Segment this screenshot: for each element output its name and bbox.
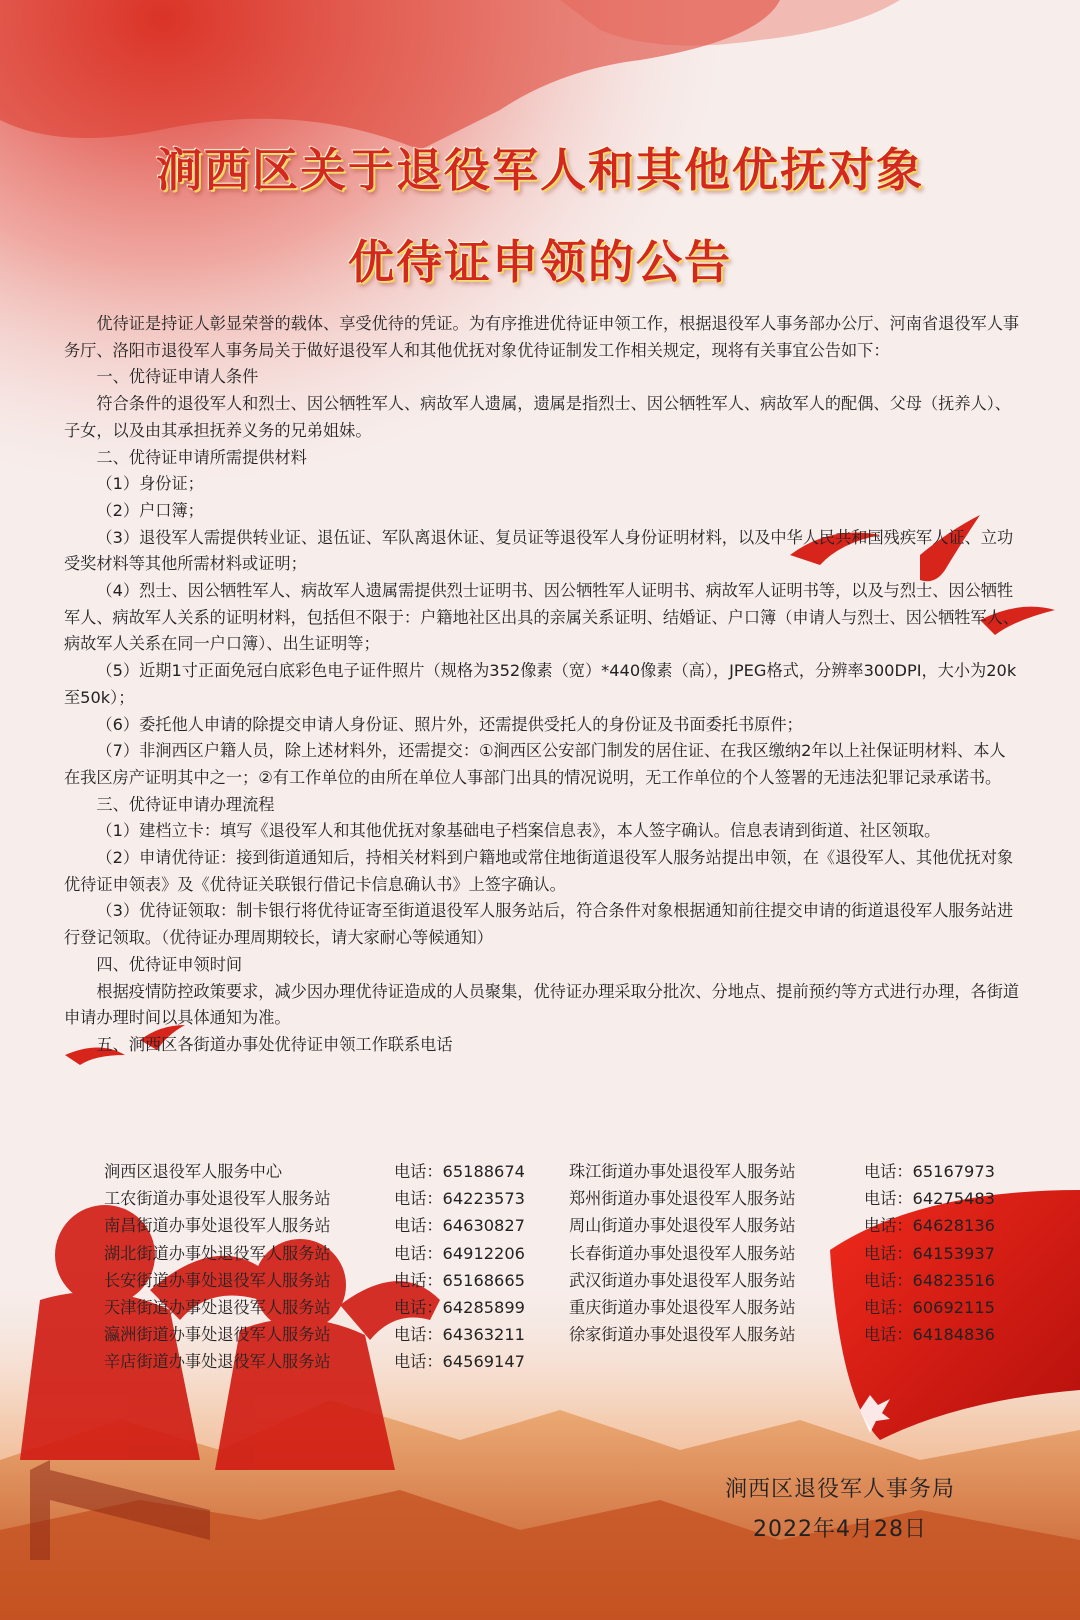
station-phone: 电话：65167973 <box>864 1162 995 1181</box>
list-item: （5）近期1寸正面免冠白底彩色电子证件照片（规格为352像素（宽）*440像素（高），JPEG格式，分辨率300DPI，大小为20k至50k）； <box>64 661 1017 707</box>
station-name: 郑州街道办事处退役军人服务站 <box>569 1189 796 1209</box>
station-name: 长春街道办事处退役军人服务站 <box>569 1243 796 1263</box>
station-phone: 电话：64223573 <box>394 1189 525 1209</box>
list-item: （3）退役军人需提供转业证、退伍证、军队离退休证、复员证等退役军人身份证明材料，以及中华人民共和国残疾军人证、立功受奖材料等其他所需材料或证明； <box>64 527 1014 574</box>
list-item: （2）户口簿； <box>96 500 204 520</box>
station-phone: 电话：65188674 <box>394 1162 525 1181</box>
list-item: （3）优待证领取：制卡银行将优待证寄至街道退役军人服务站后，符合条件对象根据通知前往提交申请的街道退役军人服务站进行登记领取。（优待证办理周期较长，请大家耐心等候通知） <box>64 901 1014 948</box>
station-name: 涧西区退役军人服务中心 <box>104 1162 283 1181</box>
station-phone: 电话：64363211 <box>394 1325 525 1345</box>
station-name: 工农街道办事处退役军人服务站 <box>104 1189 331 1209</box>
notice-body <box>64 311 1020 1059</box>
station-name: 珠江街道办事处退役军人服务站 <box>569 1162 796 1181</box>
issue-date: 2022年4月28日 <box>753 1517 927 1542</box>
station-phone: 电话：64569147 <box>394 1352 525 1372</box>
list-item: （1）建档立卡：填写《退役军人和其他优抚对象基础电子档案信息表》，本人签字确认。信息表请到街道、社区领取。 <box>96 821 941 841</box>
contact-row <box>104 1240 1020 1267</box>
issuer-name: 涧西区退役军人事务局 <box>724 1477 955 1502</box>
section4-text: 根据疫情防控政策要求，减少因办理优待证造成的人员聚集，优待证办理采取分批次、分地点、提前预约等方式进行办理，各街道申请办理时间以具体通知为准。 <box>64 981 1020 1028</box>
intro-paragraph: 优待证是持证人彰显荣誉的载体、享受优待的凭证。为有序推进优待证申领工作，根据退役军人事务部办公厅、河南省退役军人事务厅、洛阳市退役军人事务局关于做好退役军人和其他优抚对象优待证制发工作相关规定，现将有关事宜公告如下： <box>64 314 1020 360</box>
contact-row <box>104 1294 1020 1321</box>
notice-title-line2: 优待证申领的公告 <box>348 235 732 289</box>
station-name: 徐家街道办事处退役军人服务站 <box>569 1325 796 1345</box>
contact-row <box>104 1348 1020 1375</box>
list-item: （4）烈士、因公牺牲军人、病故军人遗属需提供烈士证明书、因公牺牲军人证明书、病故军人证明书等，以及与烈士、因公牺牲军人、病故军人关系的证明材料，包括但不限于：户籍地社区出具的亲属关系证明、结婚证、户口簿（申请人与烈士、因公牺牲军人、病故军人关系在同一户口簿）、出生证明等； <box>64 581 1020 654</box>
station-name: 重庆街道办事处退役军人服务站 <box>569 1297 796 1317</box>
station-phone: 电话：64630827 <box>394 1216 525 1236</box>
station-name: 湖北街道办事处退役军人服务站 <box>104 1243 331 1263</box>
contact-row <box>104 1267 1020 1294</box>
section5-heading: 五、涧西区各街道办事处优待证申领工作联系电话 <box>96 1034 453 1054</box>
station-name: 周山街道办事处退役军人服务站 <box>569 1216 796 1236</box>
section1-heading: 一、优待证申请人条件 <box>96 367 259 387</box>
contact-row <box>104 1212 1020 1239</box>
station-name: 瀛洲街道办事处退役军人服务站 <box>104 1325 331 1345</box>
station-phone: 电话：64275483 <box>864 1189 995 1209</box>
contact-table <box>104 1158 1020 1376</box>
contact-row <box>104 1158 1020 1185</box>
station-phone: 电话：64628136 <box>864 1216 995 1236</box>
section4-heading: 四、优待证申领时间 <box>96 954 243 974</box>
section1-text: 符合条件的退役军人和烈士、因公牺牲军人、病故军人遗属，遗属是指烈士、因公牺牲军人、病故军人的配偶、父母（抚养人）、子女，以及由其承担抚养义务的兄弟姐妹。 <box>64 394 1011 440</box>
list-item: （1）身份证； <box>96 474 204 494</box>
station-name: 南昌街道办事处退役军人服务站 <box>104 1216 331 1236</box>
station-name: 武汉街道办事处退役军人服务站 <box>569 1270 796 1290</box>
station-phone: 电话：60692115 <box>864 1297 995 1317</box>
station-name: 辛店街道办事处退役军人服务站 <box>104 1352 331 1372</box>
station-name: 长安街道办事处退役军人服务站 <box>104 1270 331 1290</box>
notice-title-line1: 涧西区关于退役军人和其他优抚对象 <box>156 143 924 197</box>
station-phone: 电话：64184836 <box>864 1325 995 1345</box>
station-phone: 电话：64153937 <box>864 1243 995 1263</box>
section3-heading: 三、优待证申请办理流程 <box>96 794 275 814</box>
section2-heading: 二、优待证申请所需提供材料 <box>96 447 307 467</box>
list-item: （6）委托他人申请的除提交申请人身份证、照片外，还需提供受托人的身份证及书面委托书原件； <box>96 714 803 734</box>
signature-block <box>700 1470 980 1550</box>
contact-row <box>104 1321 1020 1348</box>
list-item: （2）申请优待证：接到街道通知后，持相关材料到户籍地或常住地街道退役军人服务站提出申领，在《退役军人、其他优抚对象优待证申领表》及《优待证关联银行借记卡信息确认书》上签字确认。 <box>64 848 1014 894</box>
list-item: （7）非涧西区户籍人员，除上述材料外，还需提交：①涧西区公安部门制发的居住证、在我区缴纳2年以上社保证明材料、本人在我区房产证明其中之一；②有工作单位的由所在单位人事部门出具的情况说明，无工作单位的个人签署的无违法犯罪记录承诺书。 <box>64 741 1006 787</box>
station-phone: 电话：64823516 <box>864 1270 995 1290</box>
station-name: 天津街道办事处退役军人服务站 <box>104 1297 331 1317</box>
station-phone: 电话：64912206 <box>394 1243 525 1263</box>
station-phone: 电话：65168665 <box>394 1270 525 1290</box>
station-phone: 电话：64285899 <box>394 1297 525 1317</box>
contact-row <box>104 1185 1020 1212</box>
